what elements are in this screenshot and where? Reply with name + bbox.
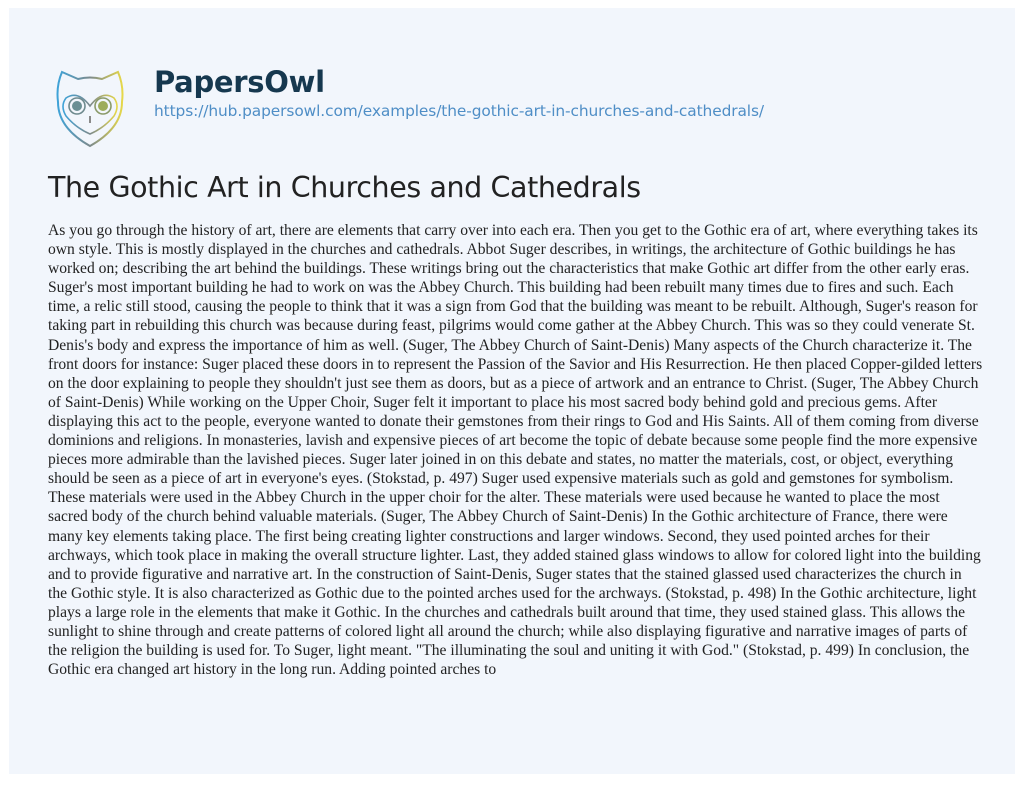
essay-body-text: As you go through the history of art, there are elements that carry over into each era. Then you get to the Gothic era of art, where everything takes its own style. This is mostly displayed in the churches and cathedrals. Abbot Suger describes, in writings, the architecture of Gothic buildings he has worked on; describing the art behind the buildings. These writings bring out the characteristics that make Gothic art differ from the other early eras. Suger's most important building he had to work on was the Abbey Church. This building had been rebuilt many times due to fires and such. Each time, a relic still stood, causing the people to think that it was a sign from God that the building was meant to be rebuilt. Although, Suger's reason for taking part in rebuilding this church was because during feast, pilgrims would come gather at the Abbey Church. This was so they could venerate St. Denis's body and express the importance of him as well. (Suger, The Abbey Church of Saint-Denis) Many aspects of the Church characterize it. The front doors for instance: Suger placed these doors in to represent the Passion of the Savior and His Resurrection. He then placed Copper-gilded letters on the door explaining to people they shouldn't just see them as doors, but as a piece of artwork and an entrance to Christ. (Suger, The Abbey Church of Saint-Denis) While working on the Upper Choir, Suger felt it important to place his most sacred body behind gold and precious gems. After displaying this act to the people, everyone wanted to donate their gemstones from their rings to God and His Saints. All of them coming from diverse dominions and religions. In monasteries, lavish and expensive pieces of art become the topic of debate because some people find the more expensive pieces more admirable than the lavished pieces. Suger later joined in on this debate and states, no matter the materials, cost, or object, everything should be seen as a piece of art in everyone's eyes. (Stokstad, p. 497) Suger used expensive materials such as gold and gemstones for symbolism. These materials were used in the Abbey Church in the upper choir for the alter. These materials were used because he wanted to place the most sacred body of the church behind valuable materials. (Suger, The Abbey Church of Saint-Denis) In the Gothic architecture of France, there were many key elements taking place. The first being creating lighter constructions and larger windows. Second, they used pointed arches for their archways, which took place in making the overall structure lighter. Last, they added stained glass windows to allow for colored light into the building and to provide figurative and narrative art. In the construction of Saint-Denis, Suger states that the stained glassed used characterizes the church in the Gothic style. It is also characterized as Gothic due to the pointed arches used for the archways. (Stokstad, p. 498) In the Gothic architecture, light plays a large role in the elements that make it Gothic. In the churches and cathedrals built around that time, they used stained glass. This allows the sunlight to shine through and create patterns of colored light all around the church; while also displaying figurative and narrative images of parts of the religion the building is used for. To Suger, light meant. "The illuminating the soul and uniting it with God." (Stokstad, p. 499) In conclusion, the Gothic era changed art history in the long run. Adding pointed arches to <box>48 222 983 679</box>
site-header <box>50 66 764 156</box>
page-url-link[interactable]: https://hub.papersowl.com/examples/the-gothic-art-in-churches-and-cathedrals/ <box>154 102 764 120</box>
page-title: The Gothic Art in Churches and Cathedrals <box>48 171 641 204</box>
owl-logo-icon <box>50 66 130 150</box>
brand-name: PapersOwl <box>154 65 325 99</box>
